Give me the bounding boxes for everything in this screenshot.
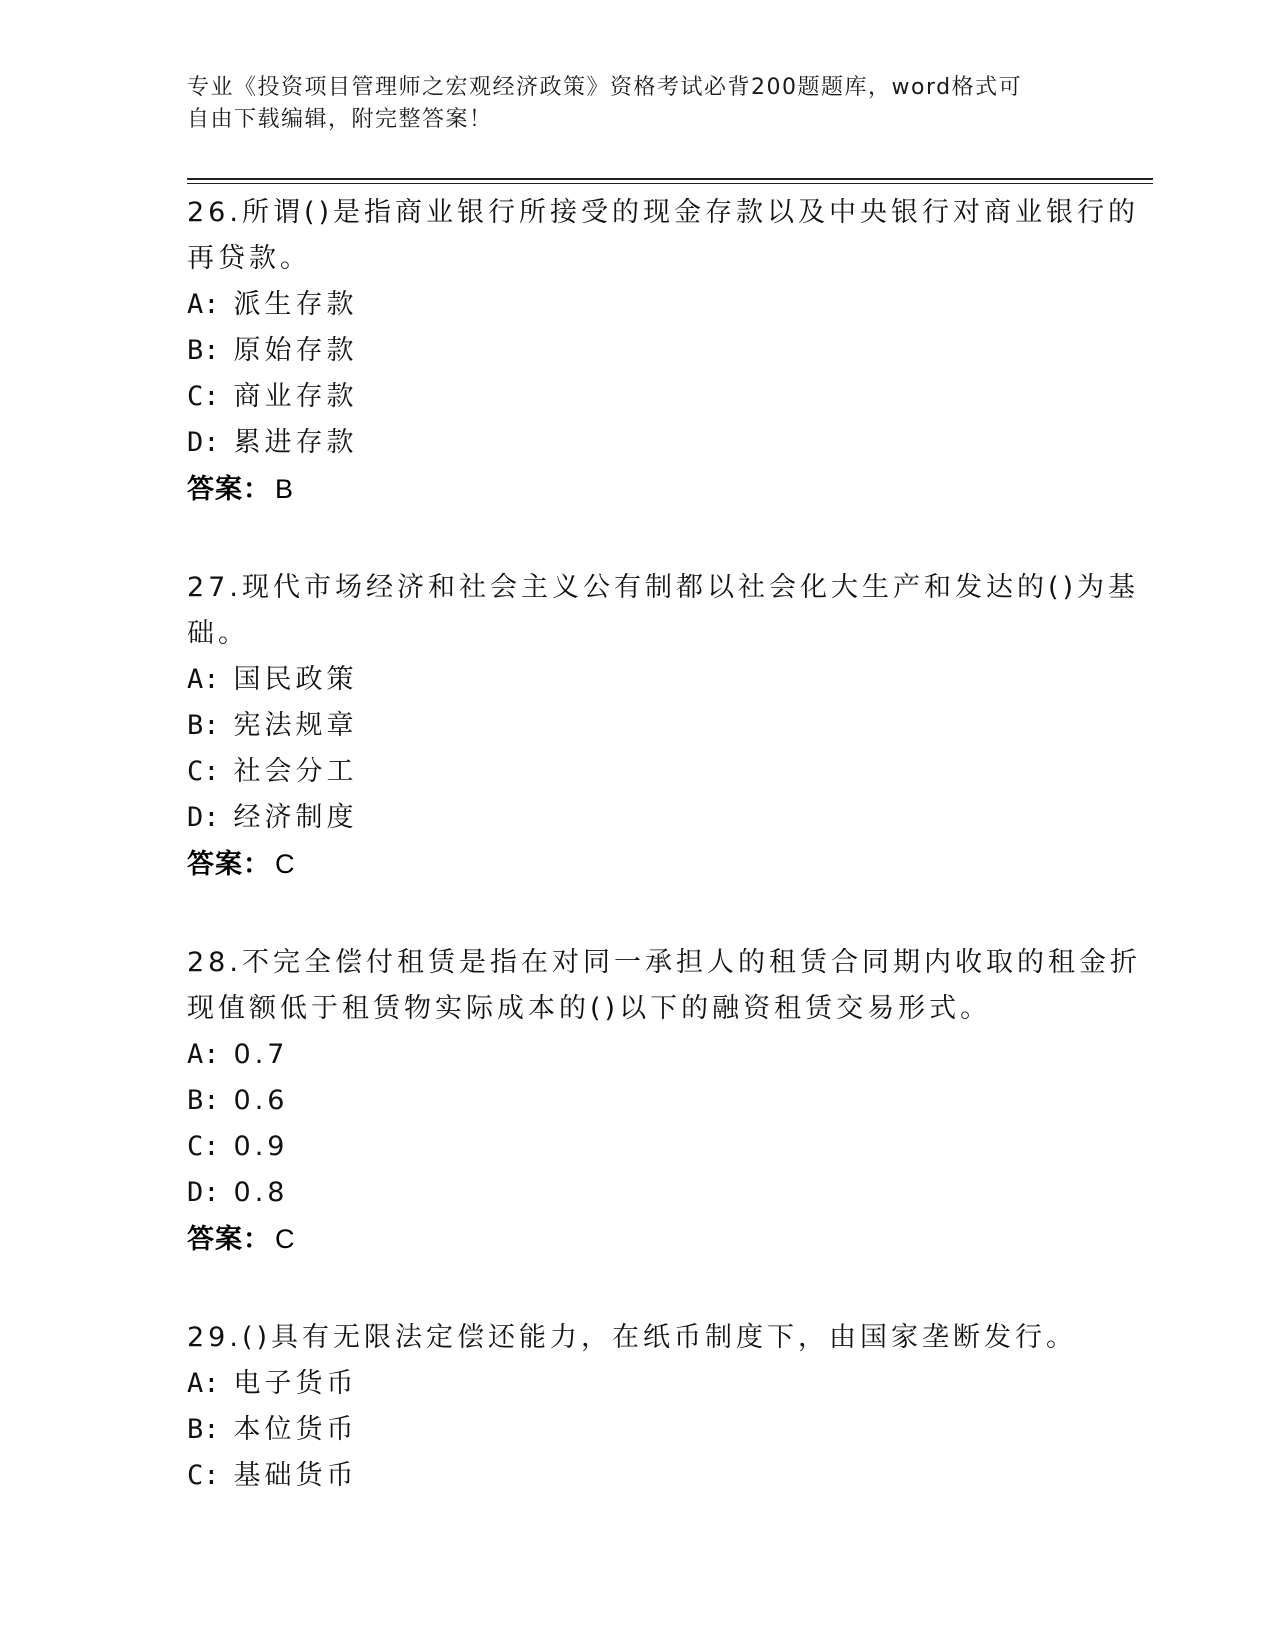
- document-header: [187, 72, 1067, 136]
- option-label: B:: [187, 1085, 220, 1116]
- option-c: [187, 1453, 1087, 1499]
- option-text: 0.8: [233, 1177, 289, 1208]
- option-text: 0.6: [233, 1085, 289, 1116]
- option-text: 商业存款: [233, 381, 358, 412]
- question-28: [187, 940, 1141, 1263]
- option-label: D:: [187, 1177, 220, 1208]
- option-text: 经济制度: [233, 802, 358, 833]
- question-text-line: 础。: [187, 618, 249, 649]
- option-d: [187, 795, 1087, 841]
- option-text: 基础货币: [233, 1460, 358, 1491]
- option-b: [187, 1078, 1087, 1124]
- answer-label: 答案：: [187, 849, 271, 880]
- option-text: 派生存款: [233, 289, 358, 320]
- option-label: C:: [187, 381, 220, 412]
- option-c: [187, 749, 1087, 795]
- option-a: [187, 1032, 1087, 1078]
- option-label: C:: [187, 756, 220, 787]
- option-text: 原始存款: [233, 335, 358, 366]
- option-label: C:: [187, 1460, 220, 1491]
- answer-line: [187, 466, 1087, 513]
- question-text-line: 28.不完全偿付租赁是指在对同一承担人的租赁合同期内收取的租金折: [187, 947, 1141, 978]
- answer-value: C: [275, 1224, 296, 1254]
- question-text-line: 现值额低于租赁物实际成本的()以下的融资租赁交易形式。: [187, 993, 992, 1024]
- option-a: [187, 282, 1087, 328]
- option-label: A:: [187, 664, 220, 695]
- option-text: 宪法规章: [233, 710, 358, 741]
- question-text-line: 26.所谓()是指商业银行所接受的现金存款以及中央银行对商业银行的: [187, 197, 1140, 228]
- question-29: [187, 1315, 1087, 1499]
- option-b: [187, 1407, 1087, 1453]
- option-b: [187, 703, 1087, 749]
- option-label: A:: [187, 1039, 220, 1070]
- question-list: [187, 190, 1141, 1499]
- header-line-1: 专业《投资项目管理师之宏观经济政策》资格考试必背200题题库，word格式可: [187, 75, 1023, 100]
- option-label: B:: [187, 710, 220, 741]
- option-a: [187, 1361, 1087, 1407]
- header-divider-thick: [187, 178, 1153, 180]
- option-text: 电子货币: [233, 1368, 358, 1399]
- option-text: 0.9: [233, 1131, 289, 1162]
- option-text: 国民政策: [233, 664, 358, 695]
- option-c: [187, 374, 1087, 420]
- question-26: [187, 190, 1140, 513]
- header-line-2: 自由下载编辑，附完整答案！: [187, 107, 493, 132]
- option-b: [187, 328, 1087, 374]
- option-text: 本位货币: [233, 1414, 358, 1445]
- question-text-line: 29.()具有无限法定偿还能力，在纸币制度下，由国家垄断发行。: [187, 1322, 1078, 1353]
- answer-label: 答案：: [187, 474, 271, 505]
- question-27: [187, 565, 1140, 888]
- option-d: [187, 420, 1087, 466]
- option-label: A:: [187, 1368, 220, 1399]
- option-label: D:: [187, 802, 220, 833]
- option-c: [187, 1124, 1087, 1170]
- option-text: 社会分工: [233, 756, 358, 787]
- option-text: 0.7: [233, 1039, 289, 1070]
- question-text-line: 再贷款。: [187, 243, 311, 274]
- option-label: A:: [187, 289, 220, 320]
- answer-value: B: [275, 474, 295, 504]
- option-label: C:: [187, 1131, 220, 1162]
- option-text: 累进存款: [233, 427, 358, 458]
- option-d: [187, 1170, 1087, 1216]
- answer-value: C: [275, 849, 296, 879]
- answer-line: [187, 841, 1087, 888]
- answer-label: 答案：: [187, 1224, 271, 1255]
- option-label: B:: [187, 335, 220, 366]
- option-label: D:: [187, 427, 220, 458]
- option-label: B:: [187, 1414, 220, 1445]
- question-text-line: 27.现代市场经济和社会主义公有制都以社会化大生产和发达的()为基: [187, 572, 1140, 603]
- answer-line: [187, 1216, 1087, 1263]
- header-divider-thin: [187, 183, 1153, 184]
- option-a: [187, 657, 1087, 703]
